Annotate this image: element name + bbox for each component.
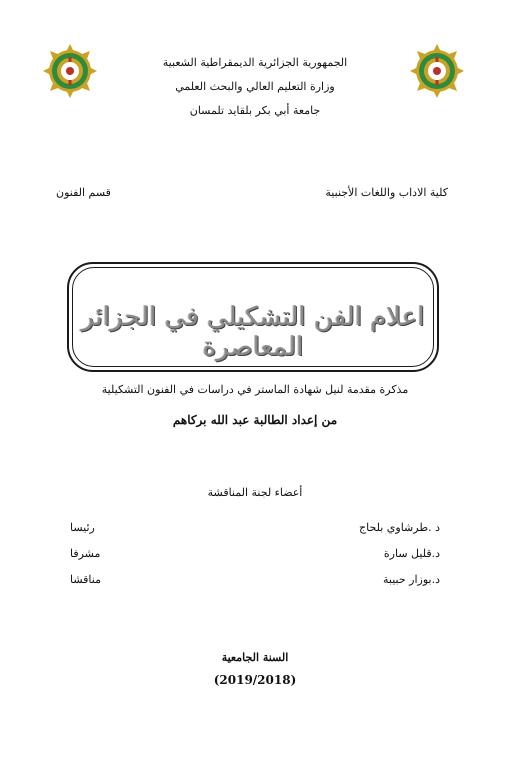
thesis-subtitle: مذكرة مقدمة لنيل شهادة الماستر في دراسات في الفنون التشكيلية (101, 383, 409, 396)
academic-year-label: السنة الجامعية (221, 651, 289, 664)
thesis-title: اعلام الفن التشكيلي في الجزائر المعاصرة (81, 302, 425, 362)
university-seal-left (41, 42, 99, 100)
committee-member-role: رئيسا (70, 521, 95, 534)
committee-member-name: د.قليل سارة (383, 547, 440, 560)
thesis-author: من إعداد الطالبة عبد الله بركاهم (172, 413, 338, 427)
university-seal-icon (408, 42, 466, 100)
title-frame (67, 262, 439, 372)
committee-member-role: مشرفا (70, 547, 101, 560)
committee-member-name: د .طرشاوي بلحاج (359, 521, 440, 534)
college-name: كلية الاداب واللغات الأجنبية (325, 186, 448, 199)
university-seal-icon (41, 42, 99, 100)
ministry-name: وزارة التعليم العالي والبحث العلمي (175, 80, 335, 93)
university-name: جامعة أبي بكر بلقايد تلمسان (189, 104, 321, 117)
republic-name: الجمهورية الجزائرية الديمقراطية الشعبية (162, 56, 348, 69)
university-seal-right (408, 42, 466, 100)
committee-heading: أعضاء لجنة المناقشة (207, 486, 303, 499)
department-name: قسم الفنون (56, 186, 111, 199)
committee-member-role: مناقشا (70, 573, 101, 586)
committee-member-name: د.بوزار حبيبة (383, 573, 440, 586)
academic-year-value: (2019/2018) (213, 673, 297, 687)
